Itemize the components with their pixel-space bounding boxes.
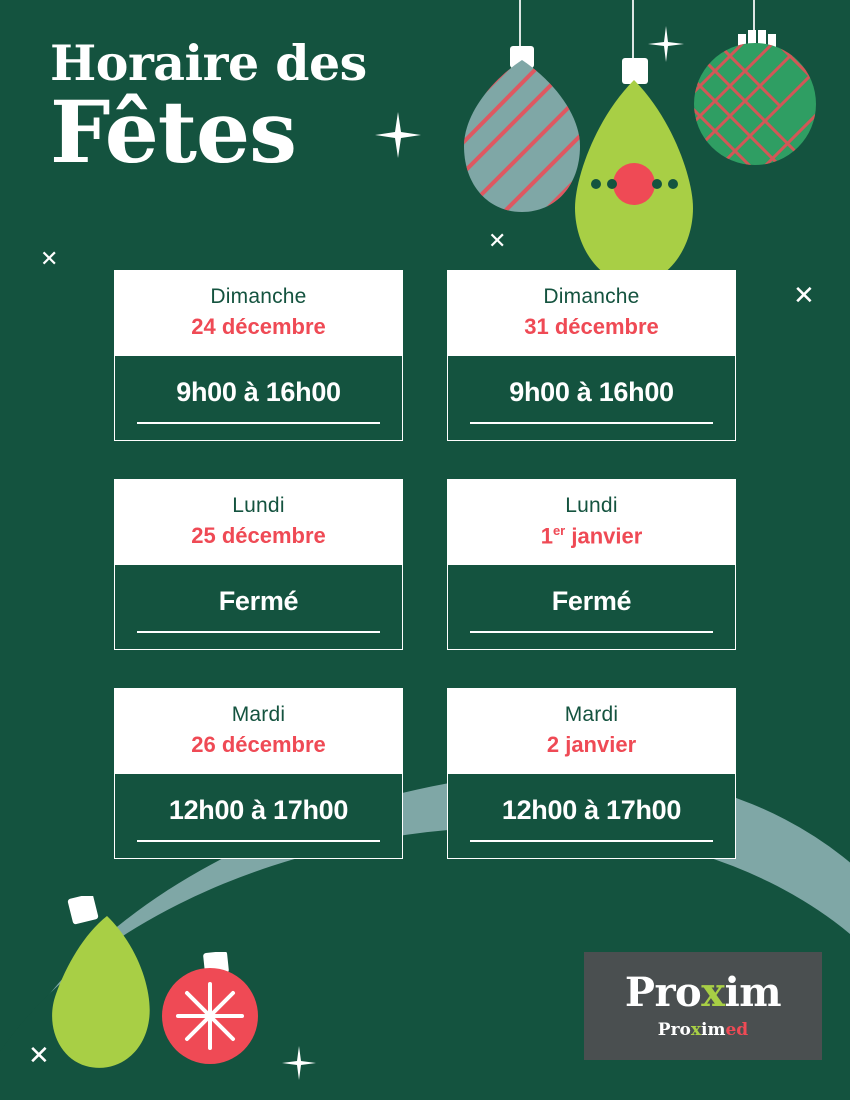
card-day-label: Lundi — [232, 494, 285, 517]
card-date-label — [458, 523, 725, 549]
schedule-card — [114, 688, 403, 859]
schedule-card — [114, 270, 403, 441]
card-date-number: 1 — [540, 523, 553, 549]
card-day-label: Mardi — [564, 703, 619, 727]
xmark-icon-4: ✕ — [28, 1040, 50, 1070]
card-hours-label: 9h00 à 16h00 — [470, 377, 713, 424]
card-day-label: Mardi — [231, 703, 286, 727]
logo-text-part1: Pro — [624, 968, 702, 1016]
title-line-2: Fêtes — [50, 83, 296, 184]
card-header — [448, 689, 735, 775]
logo-sub-part1: Pro — [657, 1019, 691, 1040]
card-day-label: Lundi — [565, 494, 618, 517]
card-hours-panel — [448, 357, 735, 440]
card-date-label: 24 décembre — [191, 314, 326, 339]
sparkle-icon-top-right — [648, 26, 684, 62]
logo-sub-x-mark: x — [690, 1019, 702, 1040]
logo-subbrand — [658, 1020, 748, 1040]
card-header — [448, 480, 735, 566]
schedule-card — [447, 688, 736, 859]
sparkle-icon-bottom — [282, 1046, 316, 1080]
logo-sub-part2: im — [701, 1019, 726, 1040]
logo-x-mark: x — [701, 968, 725, 1016]
logo-wordmark — [624, 968, 782, 1016]
card-date-label: 25 décembre — [191, 523, 326, 548]
ornament-string-center — [632, 0, 634, 60]
logo-text-part2: im — [724, 968, 782, 1016]
card-hours-panel — [448, 566, 735, 649]
card-hours-label: Fermé — [137, 586, 380, 633]
card-date-label: 26 décembre — [191, 732, 326, 758]
card-header — [115, 271, 402, 357]
card-day-label: Dimanche — [210, 285, 307, 308]
card-date-label: 31 décembre — [524, 314, 659, 339]
schedule-card — [114, 479, 403, 650]
ornament-icon-striped-blue — [460, 46, 585, 216]
xmark-icon-3: ✕ — [793, 280, 815, 310]
schedule-row-3 — [114, 688, 736, 859]
card-hours-label: 12h00 à 17h00 — [470, 795, 713, 842]
card-hours-panel — [115, 566, 402, 649]
xmark-icon-1: ✕ — [40, 246, 59, 271]
brand-logo — [584, 952, 822, 1060]
xmark-icon-2: ✕ — [488, 228, 507, 253]
card-header — [115, 480, 402, 566]
ornament-icon-plaid-green — [690, 26, 820, 166]
ornament-string-left — [519, 0, 521, 48]
card-hours-label: 9h00 à 16h00 — [137, 377, 380, 424]
card-hours-panel — [115, 357, 402, 440]
card-date-month: janvier — [565, 523, 643, 549]
ornament-icon-red-bottom — [158, 952, 268, 1064]
sparkle-icon-title — [375, 112, 421, 158]
card-hours-panel — [448, 775, 735, 858]
card-day-label: Dimanche — [543, 285, 640, 308]
card-hours-panel — [115, 775, 402, 858]
ornament-icon-green-bottom — [52, 896, 157, 1071]
poster-title — [50, 34, 367, 184]
card-date-ordinal: er — [552, 523, 566, 538]
schedule-grid — [114, 270, 736, 897]
card-date-label: 2 janvier — [546, 732, 637, 758]
card-header — [448, 271, 735, 357]
schedule-row-1 — [114, 270, 736, 441]
logo-sub-ed: ed — [725, 1019, 749, 1040]
card-hours-label: Fermé — [470, 586, 713, 633]
card-hours-label: 12h00 à 17h00 — [137, 795, 380, 842]
schedule-row-2 — [114, 479, 736, 650]
ornament-icon-green-center — [572, 58, 697, 288]
schedule-card — [447, 479, 736, 650]
title-line-1: Horaire des — [50, 34, 367, 92]
schedule-card — [447, 270, 736, 441]
card-header — [115, 689, 402, 775]
